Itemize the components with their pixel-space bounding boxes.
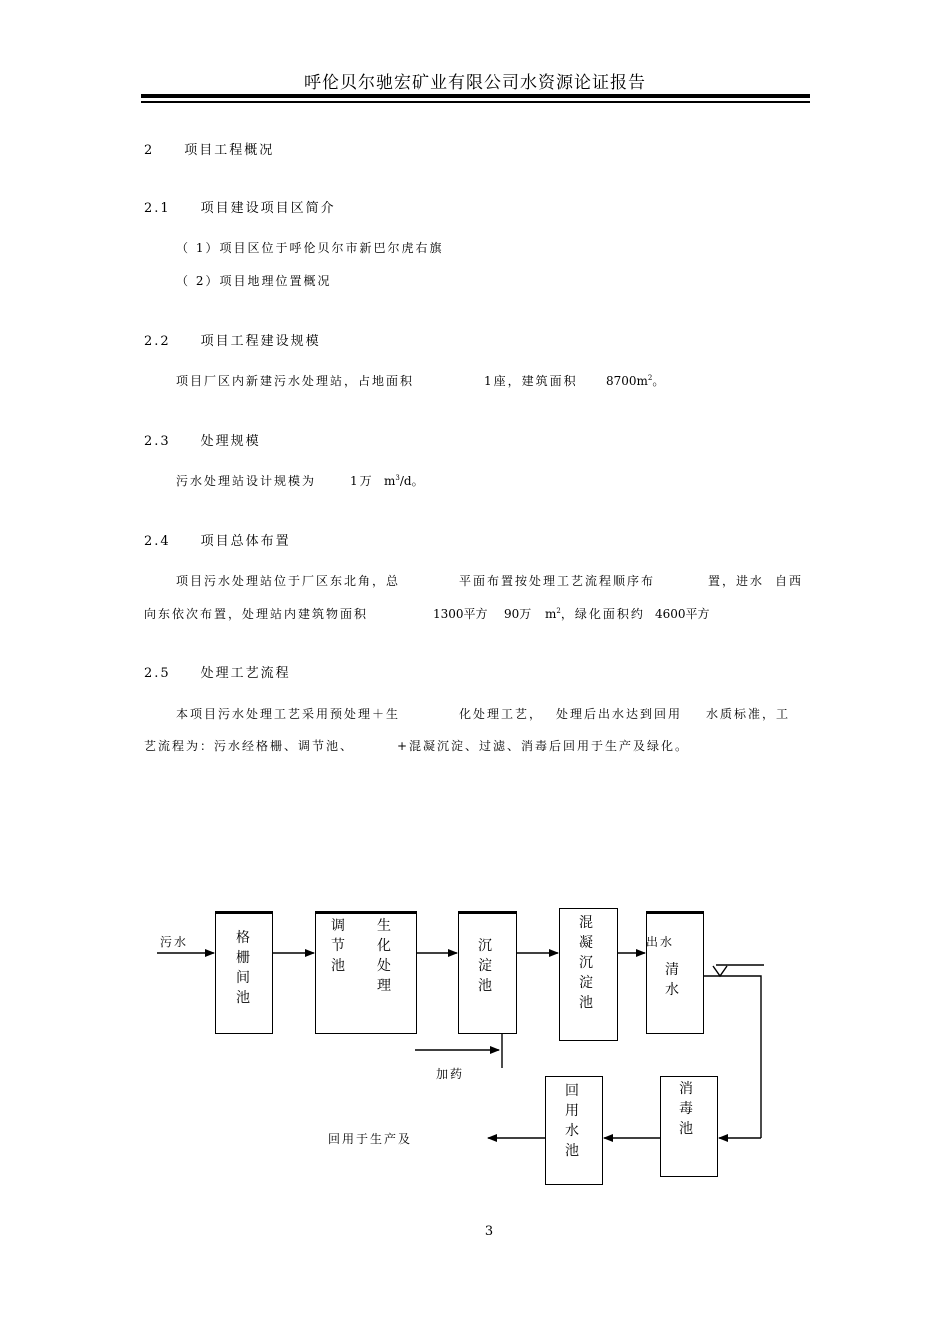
section-2-4-line2-d: $m^2$，绿化面积约 xyxy=(545,607,645,621)
section-2-5-line1-a: 本项目污水处理工艺采用预处理＋生 xyxy=(176,707,401,721)
water-level-icon xyxy=(713,966,727,976)
section-2-1-heading: 2.1 项目建设项目区简介 xyxy=(144,201,336,216)
label-outlet: 回用于生产及 xyxy=(328,1132,413,1146)
section-2-5-heading: 2.5 处理工艺流程 xyxy=(144,666,291,681)
box-clear-water: 清水 xyxy=(646,911,704,1034)
section-2-3-text-b: 1万 xyxy=(350,474,374,488)
section-2-4-line2-b: 1300平方 xyxy=(433,607,488,621)
box-adjust-biochem: 调节池 生化处理 xyxy=(315,911,417,1034)
section-2-3-text-c: $m^3/d$。 xyxy=(384,474,424,488)
label-dosing: 加药 xyxy=(436,1067,465,1081)
section-2-5-line1-c: 处理后出水达到回用 xyxy=(556,707,683,721)
section-2-4-line1-a: 项目污水处理站位于厂区东北角，总 xyxy=(176,574,401,588)
box-disinfection: 消毒池 xyxy=(660,1076,718,1177)
box-screen-chamber: 格栅间池 xyxy=(215,911,273,1034)
section-2-5-line1-b: 化处理工艺， xyxy=(459,707,544,721)
label-inlet: 污水 xyxy=(160,935,189,949)
section-2-4-line1-c: 置，进水 xyxy=(708,574,765,588)
section-2-2-heading: 2.2 项目工程建设规模 xyxy=(144,334,321,349)
box-reuse-tank: 回用水池 xyxy=(545,1076,603,1185)
section-2-5-line2-a: 艺流程为：污水经格栅、调节池、 xyxy=(144,739,355,753)
section-2-1-item-1: （ 1）项目区位于呼伦贝尔市新巴尔虎右旗 xyxy=(176,241,444,255)
page-number: 3 xyxy=(484,1224,494,1239)
section-2-4-line1-b: 平面布置按处理工艺流程顺序布 xyxy=(459,574,656,588)
section-2-4-line2-f: 4600平方 xyxy=(655,607,710,621)
box-sedimentation: 沉淀池 xyxy=(458,911,517,1034)
report-title: 呼伦贝尔驰宏矿业有限公司水资源论证报告 xyxy=(304,73,646,93)
section-2-heading: 2 项目工程概况 xyxy=(144,143,275,158)
section-2-3-heading: 2.3 处理规模 xyxy=(144,434,261,449)
section-2-5-line1-d: 水质标准，工 xyxy=(706,707,791,721)
section-2-5-line2-b: +混凝沉淀、过滤、消毒后回用于生产及绿化。 xyxy=(397,739,690,753)
section-2-2-text-c: $8700m^2$。 xyxy=(606,374,665,388)
label-outflow: 出水 xyxy=(646,935,675,949)
section-2-4-line2-c: 90万 xyxy=(504,607,532,621)
section-2-4-line1-d: 自西 xyxy=(775,574,804,588)
section-2-2-text-b: 1座，建筑面积 xyxy=(484,374,578,388)
section-2-4-line2-a: 向东依次布置，处理站内建筑物面积 xyxy=(144,607,369,621)
section-2-1-item-2: （ 2）项目地理位置概况 xyxy=(176,274,332,288)
section-2-4-heading: 2.4 项目总体布置 xyxy=(144,534,291,549)
section-2-3-text-a: 污水处理站设计规模为 xyxy=(176,474,317,488)
box-coagulation: 混凝沉淀池 xyxy=(559,908,618,1041)
section-2-2-text-a: 项目厂区内新建污水处理站，占地面积 xyxy=(176,374,415,388)
